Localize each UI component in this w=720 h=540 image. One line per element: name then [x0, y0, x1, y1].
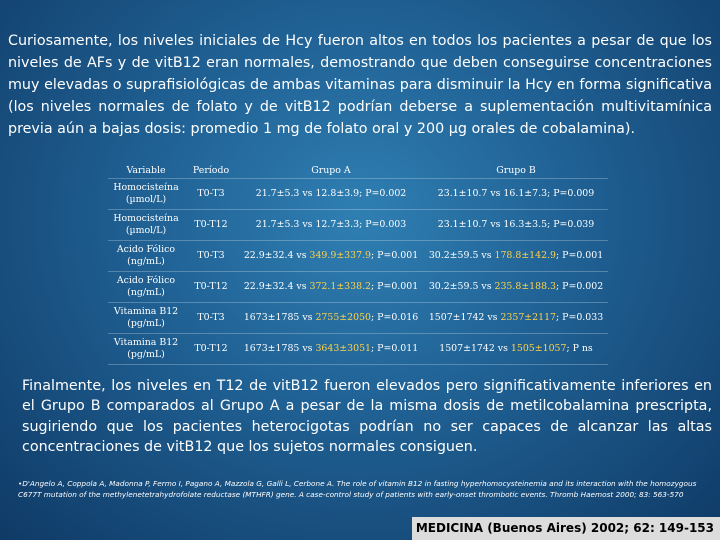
table-row	[108, 272, 608, 303]
highlighted-value: 235.8±188.3	[494, 281, 557, 292]
cell-grupo-b	[424, 241, 608, 272]
reference-citation: •D'Angelo A, Coppola A, Madonna P, Fermo I, Pagano A, Mazzola G, Galli L, Cerbone A. The role of vitamin B12 in fasting hyperhomocysteinemia and its interaction with the homozygous C677T mutation of the methylenetetrahydrofolate reductase (MTHFR) gene. A case-control study of patients with early-onset thrombotic events. Thromb Haemost 2000; 83: 563-570	[18, 479, 697, 499]
highlighted-value: 2357±2117	[500, 312, 557, 323]
header-grupo-b: Grupo B	[424, 164, 608, 179]
value-text: 1673±1785 vs	[243, 312, 316, 323]
cell-variable: Homocisteína (µmol/L)	[108, 210, 184, 241]
cell-grupo-a	[238, 179, 424, 210]
value-text: 23.1±10.7 vs 16.3±3.5; P=0.039	[437, 219, 595, 230]
cell-periodo: T0-T12	[184, 334, 238, 365]
value-text: 21.7±5.3 vs	[255, 188, 316, 199]
conclusion-paragraph: Finalmente, los niveles en T12 de vitB12 fueron elevados pero significativamente inferiores en el Grupo B comparados al Grupo A a pesar de la misma dosis de metilcobalamina prescripta, sugiriendo que los pacientes heterocigotas podrían no ser capaces de alcanzar las altas concentraciones de vitB12 que los sujetos normales consiguen.	[22, 378, 712, 456]
header-periodo: Período	[184, 164, 238, 179]
highlighted-value: 3643±3051	[315, 343, 372, 354]
cell-grupo-b	[424, 334, 608, 365]
value-text: ; P ns	[566, 343, 593, 354]
value-text: 30.2±59.5 vs	[428, 250, 495, 261]
highlighted-value: 372.1±338.2	[309, 281, 372, 292]
cell-periodo: T0-T3	[184, 179, 238, 210]
table-row	[108, 179, 608, 210]
value-text: 30.2±59.5 vs	[428, 281, 495, 292]
value-text: ; P=0.016	[371, 312, 419, 323]
cell-variable: Acido Fólico (ng/mL)	[108, 241, 184, 272]
highlighted-value: 349.9±337.9	[309, 250, 372, 261]
value-text: 1507±1742 vs	[439, 343, 511, 354]
value-text: ; P=0.033	[556, 312, 604, 323]
cell-grupo-b	[424, 179, 608, 210]
value-text: 12.8±3.9; P=0.002	[315, 188, 407, 199]
value-text: ; P=0.001	[371, 281, 419, 292]
cell-grupo-b	[424, 210, 608, 241]
cell-grupo-b	[424, 272, 608, 303]
cell-variable: Homocisteína (µmol/L)	[108, 179, 184, 210]
table-header-row	[108, 164, 608, 179]
cell-variable: Vitamina B12 (pg/mL)	[108, 303, 184, 334]
value-text: 23.1±10.7 vs 16.1±7.3; P=0.009	[437, 188, 595, 199]
value-text: ; P=0.001	[556, 250, 604, 261]
value-text: 21.7±5.3 vs 12.7±3.3; P=0.003	[255, 219, 407, 230]
value-text: 1507±1742 vs	[428, 312, 501, 323]
results-table-container	[108, 164, 608, 365]
cell-grupo-b	[424, 303, 608, 334]
table-row	[108, 210, 608, 241]
cell-grupo-a	[238, 272, 424, 303]
cell-periodo: T0-T12	[184, 210, 238, 241]
cell-periodo: T0-T3	[184, 303, 238, 334]
cell-variable: Vitamina B12 (pg/mL)	[108, 334, 184, 365]
table-row	[108, 334, 608, 365]
value-text: 22.9±32.4 vs	[243, 281, 310, 292]
cell-periodo: T0-T3	[184, 241, 238, 272]
cell-grupo-a	[238, 210, 424, 241]
journal-citation-bar: MEDICINA (Buenos Aires) 2002; 62: 149-153	[412, 517, 720, 540]
highlighted-value: 1505±1057	[510, 343, 567, 354]
intro-paragraph: Curiosamente, los niveles iniciales de Hcy fueron altos en todos los pacientes a pesar de que los niveles de AFs y de vitB12 eran normales, demostrando que deben conseguirse concentraciones muy elevadas o suprafisiológicas de ambas vitaminas para disminuir la Hcy en forma significativa (los niveles normales de folato y de vitB12 podrían deberse a suplementación multivitamínica previa aún a bajas dosis: promedio 1 mg de folato oral y 200 µg orales de cobalamina).	[8, 33, 712, 137]
cell-periodo: T0-T12	[184, 272, 238, 303]
table-row	[108, 241, 608, 272]
highlighted-value: 178.8±142.9	[494, 250, 557, 261]
value-text: ; P=0.011	[371, 343, 419, 354]
value-text: ; P=0.002	[556, 281, 604, 292]
value-text: 1673±1785 vs	[243, 343, 316, 354]
results-table	[108, 164, 608, 365]
table-row	[108, 303, 608, 334]
cell-variable: Acido Fólico (ng/mL)	[108, 272, 184, 303]
cell-grupo-a	[238, 303, 424, 334]
highlighted-value: 2755±2050	[315, 312, 372, 323]
value-text: 22.9±32.4 vs	[243, 250, 310, 261]
header-grupo-a: Grupo A	[238, 164, 424, 179]
value-text: ; P=0.001	[371, 250, 419, 261]
cell-grupo-a	[238, 334, 424, 365]
cell-grupo-a	[238, 241, 424, 272]
header-variable: Variable	[108, 164, 184, 179]
